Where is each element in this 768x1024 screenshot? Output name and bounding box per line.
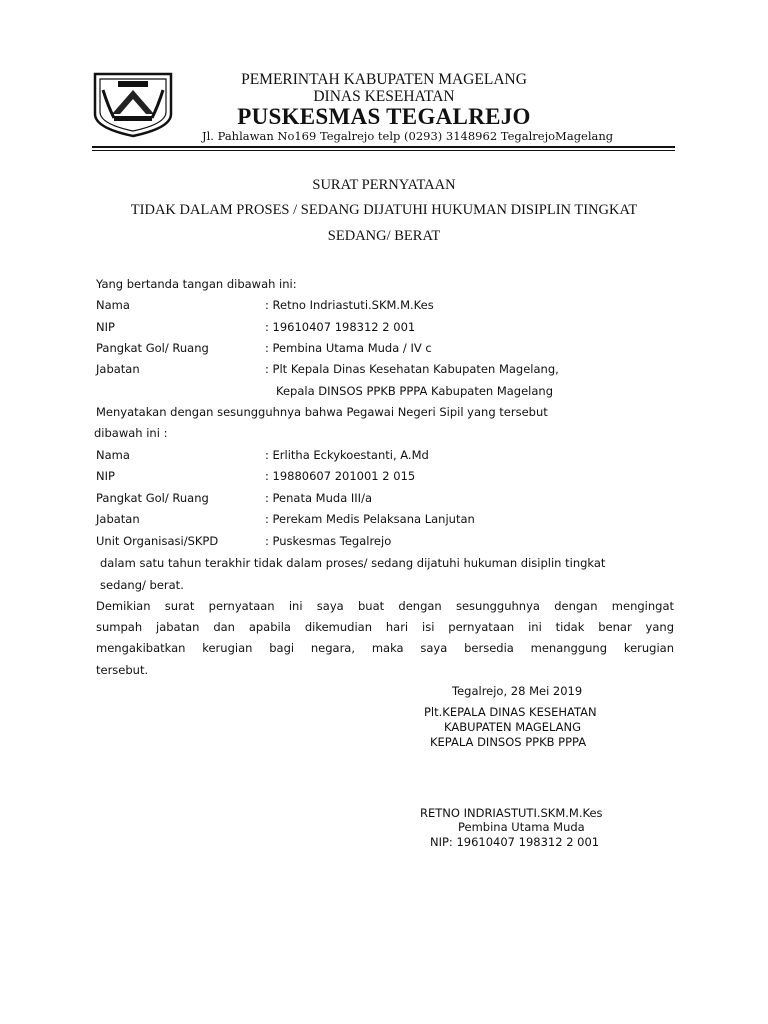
signer-full-name: RETNO INDRIASTUTI.SKM.M.Kes (420, 806, 603, 820)
signer-title-line3: KEPALA DINSOS PPKB PPPA (430, 735, 587, 749)
signer-position-value: : Plt Kepala Dinas Kesehatan Kabupaten Magelang, (265, 362, 559, 376)
intro-text: Yang bertanda tangan dibawah ini: (96, 277, 297, 291)
paragraph2-line3: mengakibatkan kerugian bagi negara, maka saya bersedia menanggung kerugian (96, 641, 674, 655)
employee-rank-value: : Penata Muda III/a (265, 491, 372, 505)
place-date: Tegalrejo, 28 Mei 2019 (452, 684, 583, 698)
signer-nip-label: NIP (96, 320, 115, 334)
employee-position-value: : Perekam Medis Pelaksana Lanjutan (265, 512, 475, 526)
employee-name-label: Nama (96, 448, 130, 462)
employee-unit-value: : Puskesmas Tegalrejo (265, 534, 392, 548)
signer-name-value: : Retno Indriastuti.SKM.M.Kes (265, 298, 434, 312)
institution-address: Jl. Pahlawan No169 Tegalrejo telp (0293) 3148962 TegalrejoMagelang (202, 129, 614, 143)
paragraph1-line1: dalam satu tahun terakhir tidak dalam proses/ sedang dijatuhi hukuman disiplin tingkat (100, 556, 606, 570)
employee-rank-label: Pangkat Gol/ Ruang (96, 491, 209, 505)
letterhead-divider-thick (92, 146, 675, 148)
paragraph1-line2: sedang/ berat. (100, 578, 184, 592)
paragraph2-line4: tersebut. (96, 663, 149, 677)
signer-nip-value: : 19610407 198312 2 001 (265, 320, 416, 334)
employee-position-label: Jabatan (96, 512, 140, 526)
signer-name-label: Nama (96, 298, 130, 312)
signer-position-label: Jabatan (96, 362, 140, 376)
signer-rank: Pembina Utama Muda (458, 820, 585, 834)
paragraph2-line2: sumpah jabatan dan apabila dikemudian hari isi pernyataan ini tidak benar yang (96, 620, 674, 634)
government-name: PEMERINTAH KABUPATEN MAGELANG (241, 71, 527, 88)
signer-position-continued: Kepala DINSOS PPKB PPPA Kabupaten Magelang (276, 384, 554, 398)
statement-line2: dibawah ini : (94, 426, 168, 440)
document-title: SURAT PERNYATAAN (312, 177, 456, 193)
employee-unit-label: Unit Organisasi/SKPD (96, 534, 219, 548)
letterhead-divider-thin (92, 150, 675, 151)
signer-nip: NIP: 19610407 198312 2 001 (430, 835, 600, 849)
institution-title: PUSKESMAS TEGALREJO (237, 104, 531, 129)
employee-nip-label: NIP (96, 469, 115, 483)
signer-rank-label: Pangkat Gol/ Ruang (96, 341, 209, 355)
signer-title-line1: Plt.KEPALA DINAS KESEHATAN (424, 705, 597, 719)
document-subtitle-line2: SEDANG/ BERAT (327, 228, 441, 244)
signer-rank-value: : Pembina Utama Muda / IV c (265, 341, 432, 355)
employee-name-value: : Erlitha Eckykoestanti, A.Md (265, 448, 429, 462)
department-name: DINAS KESEHATAN (313, 88, 455, 105)
employee-nip-value: : 19880607 201001 2 015 (265, 469, 416, 483)
document-subtitle-line1: TIDAK DALAM PROSES / SEDANG DIJATUHI HUKUMAN DISIPLIN TINGKAT (130, 202, 638, 218)
statement-line1: Menyatakan dengan sesungguhnya bahwa Pegawai Negeri Sipil yang tersebut (96, 405, 548, 419)
paragraph2-line1: Demikian surat pernyataan ini saya buat dengan sesungguhnya dengan mengingat (96, 599, 674, 613)
signer-title-line2: KABUPATEN MAGELANG (444, 720, 582, 734)
